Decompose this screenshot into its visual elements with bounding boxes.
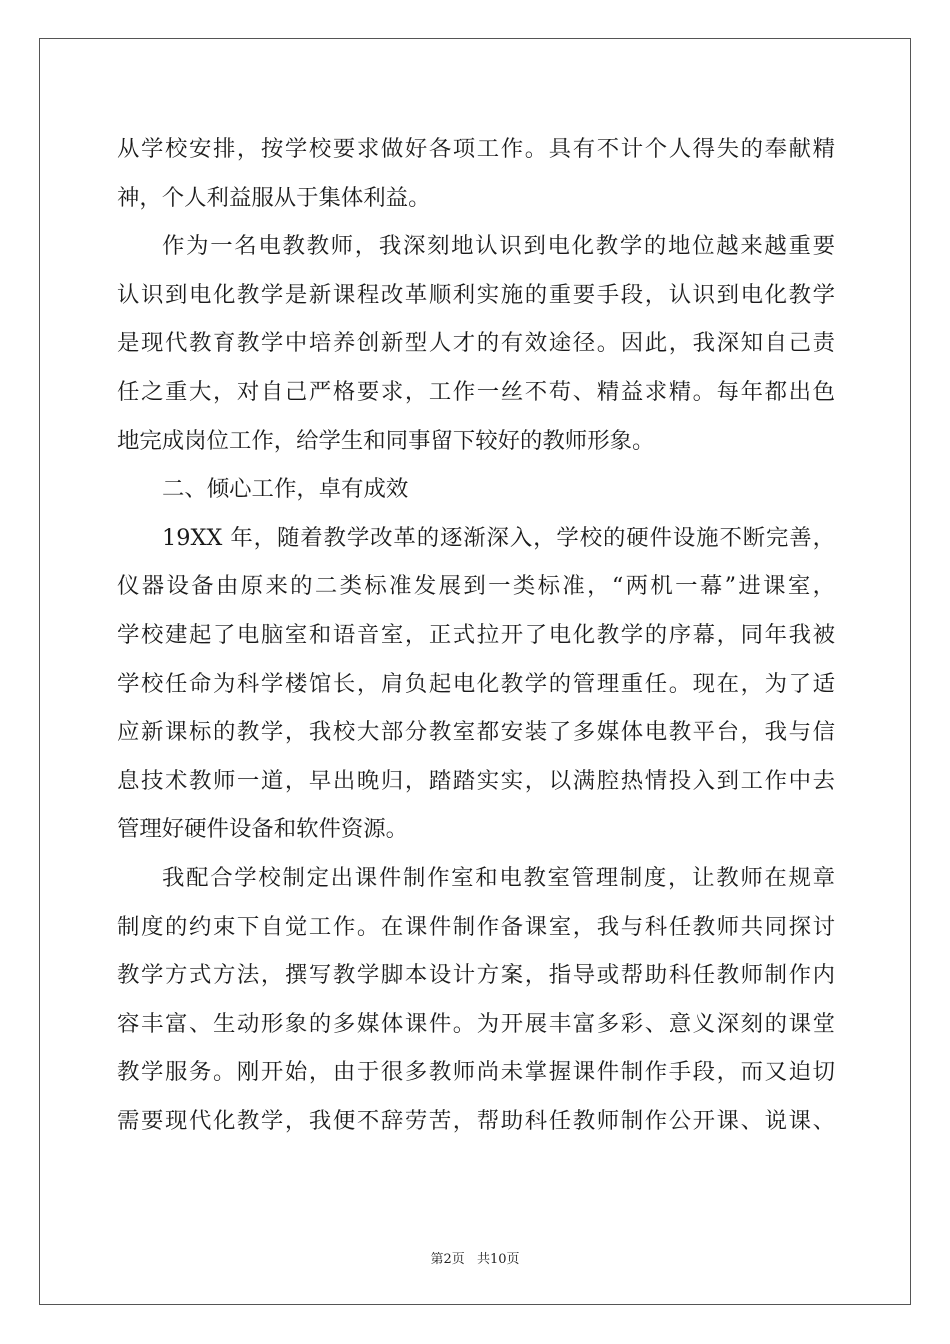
page-footer — [0, 1248, 950, 1267]
text-line: 容丰富、生动形象的多媒体课件。为开展丰富多彩、意义深刻的课堂 — [117, 1010, 835, 1037]
text-line: 教学方式方法，撰写教学脚本设计方案，指导或帮助科任教师制作内 — [117, 962, 835, 989]
page-number: 第2页 — [430, 1252, 465, 1267]
document-body — [117, 125, 835, 1145]
text-line: 认识到电化教学是新课程改革顺利实施的重要手段，认识到电化教学 — [117, 281, 835, 308]
text-line: 学校建起了电脑室和语音室，正式拉开了电化教学的序幕，同年我被 — [117, 621, 835, 648]
text-line: 应新课标的教学，我校大部分教室都安装了多媒体电教平台，我与信 — [117, 719, 835, 746]
text-line: 从学校安排，按学校要求做好各项工作。具有不计个人得失的奉献精 — [117, 136, 835, 162]
text-line: 需要现代化教学，我便不辞劳苦，帮助科任教师制作公开课、说课、 — [117, 1107, 835, 1134]
text-line: 二、倾心工作，卓有成效 — [162, 476, 409, 503]
text-line: 地完成岗位工作，给学生和同事留下较好的教师形象。 — [117, 427, 655, 454]
text-line: 作为一名电教教师，我深刻地认识到电化教学的地位越来越重要 — [162, 233, 835, 260]
text-line: 息技术教师一道，早出晚归，踏踏实实，以满腔热情投入到工作中去 — [117, 767, 835, 794]
text-line: 仪器设备由原来的二类标准发展到一类标准，“两机一幕”进课室， — [117, 573, 835, 600]
text-line: 是现代教育教学中培养创新型人才的有效途径。因此，我深知自己责 — [117, 330, 835, 357]
text-line: 教学服务。刚开始，由于很多教师尚未掌握课件制作手段，而又迫切 — [117, 1059, 835, 1086]
text-line: 制度的约束下自觉工作。在课件制作备课室，我与科任教师共同探讨 — [117, 913, 835, 940]
text-line: 学校任命为科学楼馆长，肩负起电化教学的管理重任。现在，为了适 — [117, 670, 835, 697]
text-line: 管理好硬件设备和软件资源。 — [117, 816, 409, 843]
text-line: 神，个人利益服从于集体利益。 — [117, 184, 431, 211]
text-line: 任之重大，对自己严格要求，工作一丝不苟、精益求精。每年都出色 — [117, 378, 835, 405]
text-line: 19XX 年，随着教学改革的逐渐深入，学校的硬件设施不断完善， — [162, 524, 835, 551]
page-total: 共10页 — [476, 1252, 520, 1267]
text-line: 我配合学校制定出课件制作室和电教室管理制度，让教师在规章 — [162, 864, 835, 891]
